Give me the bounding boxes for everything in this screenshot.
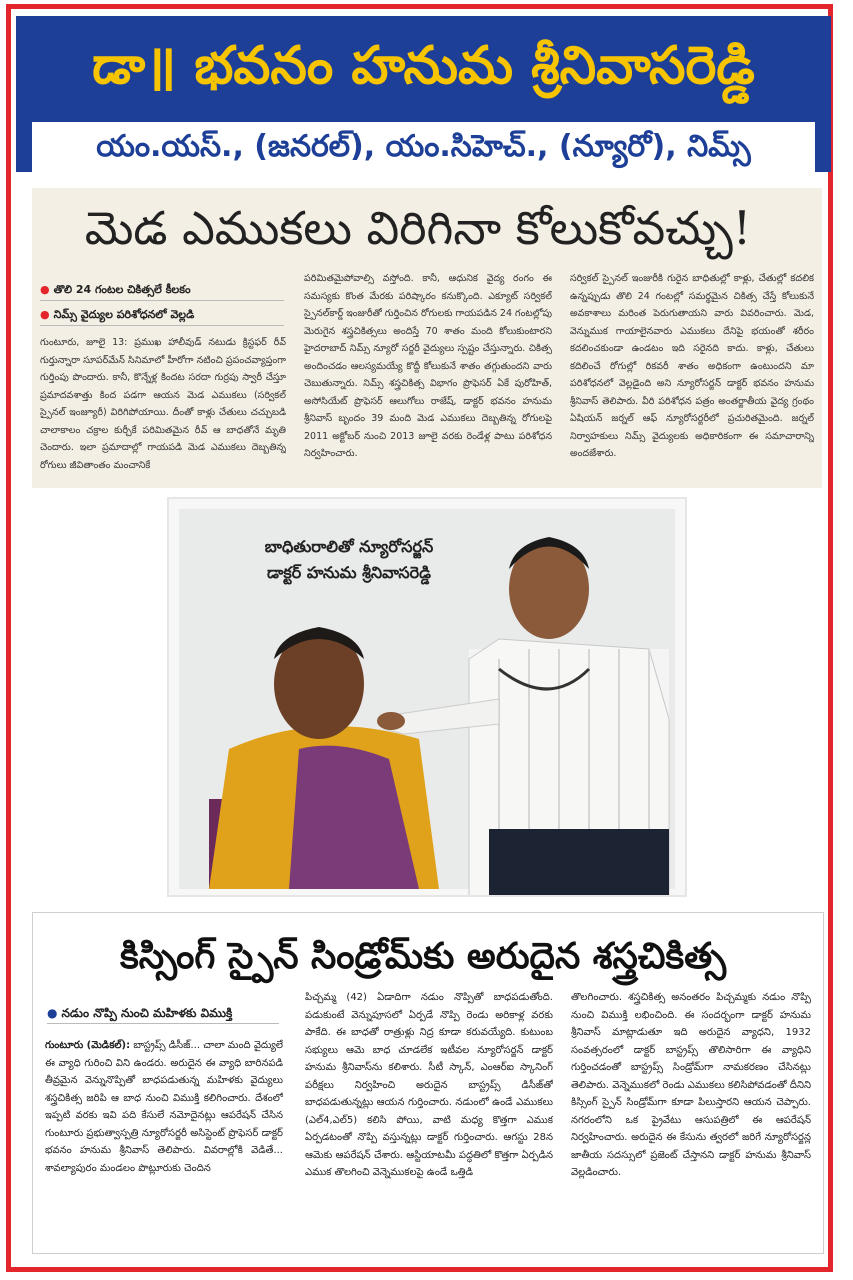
bullet-dot-icon: ● (40, 283, 50, 296)
article1-headline: మెడ ఎముకలు విరిగినా కోలుకోవచ్చు! (84, 201, 752, 255)
article1-highlights (40, 280, 284, 330)
bullet-dot-icon: ● (47, 1006, 58, 1020)
dateline: గుంటూరు (మెడికల్): (45, 1040, 131, 1051)
article2-column-1: గుంటూరు (మెడికల్): బాస్ట్రప్స్ డిసీజ్... చాలా మంది వైద్యులే ఈ వ్యాధి గురించి విని ఉండరు. అరుదైన ఈ వ్యాధి బారినపడి తీవ్రమైన వెన్నునొప్పితో బాధపడుతున్న మహిళకు వైద్యులు శస్త్రచికిత్స జరిపి ఆ బాధ నుంచి విముక్తి కలిగించారు. దేశంలో ఇప్పటి వరకు ఇవి పది కేసులే నమోదైనట్లు ఆపరేషన్ చేసిన గుంటూరు ప్రభుత్వాస్పత్రి న్యూరోసర్జరీ అసిస్టెంట్ ప్రొఫెసర్ డాక్టర్ భవనం హనుమ శ్రీనివాస్ తెలిపారు. వివరాల్లోకి వెడితే... శావల్యాపురం మండలం పొట్లూరుకు చెందిన (45, 1040, 283, 1174)
bullet-dot-icon: ● (40, 308, 50, 321)
article2-highlight: ● నడుం నొప్పి నుంచి మహిళకు విముక్తి (47, 1003, 279, 1024)
news-photo (167, 497, 687, 897)
article1-column-1: గుంటూరు, జూలై 13: ప్రముఖ హాలీవుడ్ నటుడు క్రిస్టఫర్ రీవ్ గుర్తున్నారా సూపర్‌మేన్ సినిమాలో హీరోగా నటించి ప్రపంచవ్యాప్తంగా గుర్తింపు పొందారు. కానీ, కొన్నేళ్ల కిందట సరదా గుర్రపు స్వారీ చేస్తూ ప్రమాదవశాత్తు కింద పడగా ఆయన మెడ ఎముకలు (సర్వికల్ స్పైనల్ ఇంజ్యూరీ) విరిగిపోయాయి. దీంతో కాళ్లు చేతులు చచ్చుబడి చాలాకాలం చక్రాల కుర్చీకే పరిమితమైన రీవ్ ఆ బాధతోనే మృతి చెందారు. ఇలా ప్రమాదాల్లో గాయపడి మెడ ఎముకలు దెబ్బతిన్న రోగులు జీవితాంతం మంచానికే (40, 337, 286, 471)
header-banner (16, 16, 831, 172)
article1-column-3: సర్వికల్ స్పైనల్ ఇంజురీకి గురైన బాధితుల్లో కాళ్లు, చేతుల్లో కదలిక ఉన్నప్పుడు తొలి 24 గంటల్లో సమర్థమైన చికిత్స చేస్తే కోలుకునే అవకాశాలు మరింత పెరుగుతాయని వారు వివరించారు. మెడ, వెన్నుముక గాయాలైనవారు ఎముకలు దేనిపై భయంతో శరీరం కదలించకుండా ఉండటం ఇది సరైనది కాదు. కాళ్లు, చేతులు కదిలించే రోగుల్లో రికవరీ శాతం అధికంగా ఉంటుందని మా పరిశోధనలో వెల్లడైంది అని న్యూరోసర్జన్ డాక్టర్ భవనం హనుమ శ్రీనివాస్ తెలిపారు. వీరి పరిశోధన పత్రం అంతర్జాతీయ వైద్య గ్రంథం ఏషియన్ జర్నల్ ఆఫ్ న్యూరోసర్జరీలో ప్రచురితమైంది. జర్నల్ నిర్వాహకులు నిమ్స్ వైద్యులకు అధికారికంగా ఈ సమాచారాన్ని అందజేశారు. (570, 273, 814, 459)
article-neck-bones (32, 188, 822, 488)
doctor-name: డా॥ భవనం హనుమ శ్రీనివాసరెడ్డి (92, 36, 755, 96)
photo-caption (214, 534, 484, 586)
caption-line-1: బాధితురాలితో న్యూరోసర్జన్ (264, 537, 434, 556)
caption-line-2: డాక్టర్ హనుమ శ్రీనివాసరెడ్డి (266, 563, 431, 582)
article1-column-2: పరిమితమైపోవాల్సి వస్తోంది. కానీ, ఆధునిక వైద్య రంగం ఈ సమస్యకు కొంత మేరకు పరిష్కారం కనుక్కొంది. ఎక్యూట్ సర్వికల్ స్పైనల్‌కార్డ్ ఇంజురీతో గుర్తించిన రోగులకు గాయపడిన 24 గంటల్లోపు మెరుగైన శస్త్రచికిత్సలు అందిస్తే 70 శాతం మంది కోలుకుంటారని హైదరాబాద్ నిమ్స్ న్యూరో సర్జరీ వైద్యులు స్పష్టం చేస్తున్నారు. చికిత్స అందించడం ఆలస్యమయ్యే కొద్దీ కోలుకునే శాతం తగ్గుతుందని వారు చెబుతున్నారు. నిమ్స్ శస్త్రచికిత్స విభాగం ప్రొఫెసర్ ఏకే పురోహిత్, అసోసియేట్ ప్రొఫెసర్ ఆలుగోలు రాజేష్, డాక్టర్ భవనం హనుమ శ్రీనివాస్ బృందం 39 మంది మెడ ఎముకలు దెబ్బతిన్న రోగులపై 2011 అక్టోబర్ నుంచి 2013 జూలై వరకు రెండేళ్ల పాటు పరిశోధన నిర్వహించారు. (304, 273, 552, 459)
doctor-qualifications: యం.యస్., (జనరల్), యం.సిహెచ్., (న్యూరో), నిమ్స్ (32, 122, 815, 172)
highlight-item: ● తొలి 24 గంటల చికిత్సలే కీలకం (40, 280, 284, 301)
article2-column-2: పిచ్చమ్మ (42) ఏడాదిగా నడుం నొప్పితో బాధపడుతోంది. పడుకుంటే వెన్నుపూసలో ఏర్పడే నొప్పి రెండు అరికాళ్ల వరకు పాకేది. ఈ బాధతో రాత్రుళ్లు నిద్ర కూడా కరువయ్యేది. కుటుంబ సభ్యులు ఆమె బాధ చూడలేక ఇటీవల న్యూరోసర్జన్ డాక్టర్ హనుమ శ్రీనివాస్‌ను కలిశారు. సీటీ స్కాన్, ఎంఆర్ఐ స్కానింగ్ పరీక్షలు నిర్వహించి అరుదైన బాస్ట్రప్స్ డిసీజ్‌తో బాధపడుతున్నట్లు ఆయన గుర్తించారు. నడుంలో ఉండే ఎముకలు (ఎల్4,ఎల్5) కలిసి పోయి, వాటి మధ్య కొత్తగా ఎముక ఏర్పడటంతో నొప్పి వస్తున్నట్లు డాక్టర్ గుర్తించారు. ఆగస్టు 28న ఆమెకు ఆపరేషన్ చేశారు. ఆస్టియాటమీ పద్ధతిలో కొత్తగా ఏర్పడిన ఎముక తొలగించి వెన్నెముకలపై ఉండే ఒత్తిడి (305, 992, 553, 1178)
article2-column-3: తొలగించారు. శస్త్రచికిత్స అనంతరం పిచ్చమ్మకు నడుం నొప్పి నుంచి విముక్తి లభించింది. ఈ సందర్భంగా డాక్టర్ హనుమ శ్రీనివాస్ మాట్లాడుతూ ఇది అరుదైన వ్యాధని, 1932 సంవత్సరంలో డాక్టర్ బాస్ట్రప్స్ తొలిసారిగా ఈ వ్యాధిని గుర్తించడంతో బాస్ట్రప్స్ సిండ్రోమ్‌గా నామకరణం చేసినట్లు తెలిపారు. వెన్నెముకలో రెండు ఎముకలు కలిసిపోవడంతో దీనిని కిస్సింగ్ స్పైన్ సిండ్రోమ్‌గా కూడా పిలుస్తారని ఆయన చెప్పారు. నగరంలోని ఒక ప్రైవేటు ఆసుపత్రిలో ఈ ఆపరేషన్ నిర్వహించారు. అరుదైన ఈ కేసును త్వరలో జరిగే న్యూరోసర్జన్ల జాతీయ సదస్సులో ప్రజెంట్ చేస్తానని డాక్టర్ హనుమ శ్రీనివాస్ వెల్లడించారు. (571, 992, 811, 1178)
highlight-item: ● నిమ్స్ వైద్యుల పరిశోధనలో వెల్లడి (40, 305, 284, 326)
article-kissing-spine (32, 912, 824, 1254)
article2-headline: కిస్సింగ్ స్పైన్ సిండ్రోమ్‌కు అరుదైన శస్త్రచికిత్స (119, 936, 727, 977)
